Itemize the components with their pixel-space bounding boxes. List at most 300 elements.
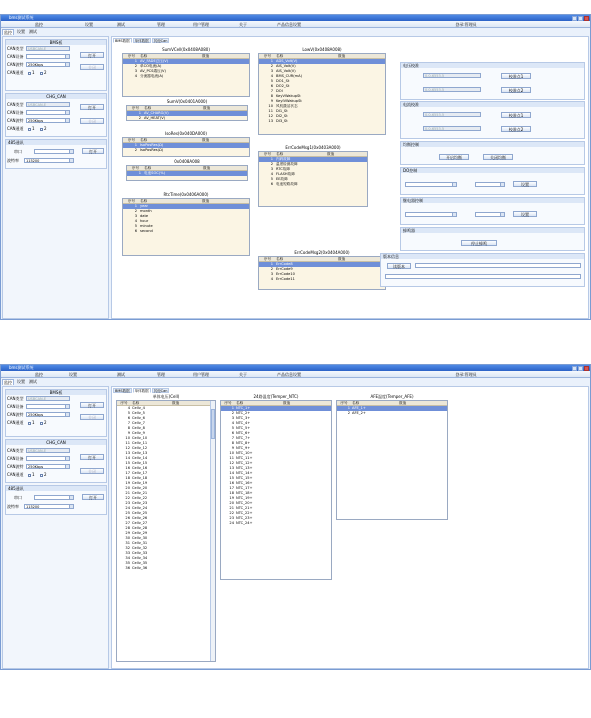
table-row-cell: DO1_St [276, 79, 290, 83]
table-row-cell: 3 [270, 69, 273, 73]
cell-voltage-table [116, 400, 216, 662]
version-field-1[interactable] [415, 263, 581, 268]
channel-1-checkbox[interactable]: 1 [28, 420, 35, 425]
channel-2-checkbox[interactable]: 2 [40, 126, 47, 131]
close-conn-button[interactable]: 关闭 [80, 118, 104, 124]
table-row-cell: 9 [127, 431, 130, 435]
tab-settings[interactable]: 设置 [17, 379, 25, 384]
table-header-cell: 序号 [340, 401, 348, 405]
baud-select[interactable]: 115200 [24, 504, 74, 509]
table-row[interactable] [221, 521, 331, 526]
tab-cell-data[interactable]: 单体数据 [134, 39, 149, 43]
tab-bms-data[interactable]: BMS数据 [115, 389, 130, 393]
table-header-cell: 名称 [236, 401, 244, 405]
channel-2-checkbox[interactable]: 2 [40, 70, 47, 75]
table-row-cell: 34 [125, 556, 130, 560]
chg-can-group [5, 439, 107, 483]
tab-test[interactable]: 测试 [29, 379, 37, 384]
open-button[interactable]: 打开 [80, 52, 104, 58]
table-row-cell: NTC_7+ [236, 436, 251, 440]
table-row-cell: Cellv_22 [132, 496, 148, 500]
close-button[interactable] [584, 16, 589, 21]
table-row-cell: 11 [268, 109, 273, 113]
current-cal-input-1[interactable]: 0.0-6553.5 [423, 112, 481, 117]
table-row-cell: 33 [125, 551, 130, 555]
menu-bar [1, 371, 590, 378]
table-row-cell: AV_CHARG(V) [144, 111, 169, 115]
lowv-table [258, 53, 386, 135]
can-baud-label: CAN波特 [7, 412, 24, 417]
can-device-label: CAN设备 [7, 110, 24, 115]
table-row-cell: Cellv_20 [132, 486, 148, 490]
table-row-cell: Cellv_26 [132, 516, 148, 520]
table-row-cell: 13 [268, 119, 273, 123]
table-row-cell: date [140, 214, 149, 218]
do-select-1[interactable] [405, 182, 457, 187]
table-row-cell: 6 [134, 229, 137, 233]
table-row-cell: 6 [270, 84, 273, 88]
table-header-cell: 序号 [127, 138, 136, 142]
table-row[interactable] [127, 171, 247, 176]
group-title: 电压校准 [401, 63, 584, 68]
table-row-cell: ErrCode10 [276, 272, 295, 276]
table-row-cell: Cellv_34 [132, 556, 148, 560]
minimize-button[interactable] [572, 366, 577, 371]
table-row-cell: 3 [134, 69, 137, 73]
table-row-cell: NTC_9+ [236, 446, 251, 450]
can-baud-select[interactable]: 250Kbps [26, 118, 70, 123]
table-row-cell: KeyIVWakupSt [276, 99, 302, 103]
version-info-group [380, 253, 585, 287]
menu-monitor[interactable]: 监控 [35, 22, 43, 27]
table-row-cell: NTC_3+ [236, 416, 251, 420]
channel-1-checkbox[interactable]: 1 [28, 472, 35, 477]
chevron-down-icon [65, 465, 69, 468]
table-row-cell: 30 [125, 536, 130, 540]
chevron-down-icon [69, 505, 73, 508]
table-row[interactable] [127, 116, 247, 121]
menu-about[interactable]: 关于 [239, 372, 247, 377]
table-row-cell: 1 [270, 262, 273, 266]
close-balance-button[interactable]: 关闭均衡 [483, 154, 513, 160]
port-label: 串口 [14, 149, 22, 154]
close-conn-button[interactable]: 关闭 [80, 64, 104, 70]
table-row-cell: NTC_11+ [236, 456, 253, 460]
tab-monitor[interactable]: 监控 [4, 30, 12, 35]
stop-beep-button[interactable]: 停止蜂鸣 [461, 240, 497, 246]
table-row-cell: ErrCode9 [276, 267, 293, 271]
tab-settings[interactable]: 设置 [17, 29, 25, 34]
minimize-button[interactable] [572, 16, 577, 21]
menu-manage[interactable]: 管理 [157, 22, 165, 27]
table-row-cell: NTC_23+ [236, 516, 253, 520]
table-row-cell: NTC_10+ [236, 451, 253, 455]
table-row-cell: 24 [125, 506, 130, 510]
table-row-cell: Cellv_7 [132, 421, 145, 425]
group-title: 版本信息 [381, 254, 584, 259]
serial-group [5, 139, 107, 169]
balance-control-group [400, 141, 585, 165]
table-header-cell: 名称 [144, 166, 152, 170]
table-row-cell: NTC_2+ [236, 411, 251, 415]
menu-monitor[interactable]: 监控 [35, 372, 43, 377]
table-row-cell: NTC_19+ [236, 496, 253, 500]
table-row-cell: 13 [125, 451, 130, 455]
ntc-temp-table-title: 24路温度(Temper_NTC) [253, 394, 299, 399]
table-row-cell: EE故障 [276, 177, 288, 181]
table-row-cell: 8 [127, 426, 130, 430]
table-row-cell: 6 [127, 416, 130, 420]
maximize-button[interactable] [578, 366, 583, 371]
tab-cell-data[interactable]: 单体数据 [134, 389, 149, 393]
menu-product-info[interactable]: 产品信息设置 [277, 22, 301, 27]
chevron-down-icon [69, 150, 73, 153]
table-row-cell: ErrCode11 [276, 277, 295, 281]
table-row[interactable] [117, 566, 215, 571]
table-row-cell: 15 [125, 461, 130, 465]
table-row-cell: Cellv_5 [132, 411, 145, 415]
tab-test[interactable]: 测试 [29, 29, 37, 34]
errmsg1-table [258, 151, 368, 207]
channel-2-checkbox[interactable]: 2 [40, 472, 47, 477]
tab-other-can[interactable]: 其他Can [153, 39, 168, 43]
menu-product-info[interactable]: 产品信息设置 [277, 372, 301, 377]
table-row-cell: 6 [231, 431, 234, 435]
table-row-cell: 7 [270, 89, 273, 93]
group-title: 485通讯 [6, 486, 106, 491]
table-row-cell: 13 [229, 466, 234, 470]
voltage-cal-input-2[interactable]: 0.0-6553.5 [423, 87, 481, 92]
voltage-cal-point2-button[interactable]: 校准点2 [501, 87, 531, 93]
buzzer-group [400, 227, 585, 251]
can-device-label: CAN设备 [7, 54, 24, 59]
table-row-cell: 4 [270, 74, 273, 78]
table-row-cell: 22 [125, 496, 130, 500]
table-row-cell: year [140, 204, 149, 208]
table-row-cell: Cellv_36 [132, 566, 148, 570]
sub-tabs [2, 379, 38, 385]
close-button[interactable] [584, 366, 589, 371]
table-row-cell: Cellv_32 [132, 546, 148, 550]
table-row-cell: FLASH故障 [276, 172, 295, 176]
afe-temp-table-title: AFE温度(Temper_AFE) [370, 394, 414, 399]
can-device-select[interactable] [26, 54, 70, 59]
menu-test[interactable]: 测试 [117, 372, 125, 377]
close-conn-button[interactable]: 关闭 [80, 414, 104, 420]
table-row-cell: 单CO电流(A) [140, 64, 162, 68]
can-type-select[interactable]: USBCAN-E [26, 102, 70, 107]
table-row[interactable] [259, 277, 385, 282]
table-row-cell: 21 [125, 491, 130, 495]
table-row-cell: 32 [125, 546, 130, 550]
do-set-button[interactable]: 设置 [513, 181, 537, 187]
serial-open-button[interactable]: 打开 [82, 494, 104, 500]
port-select[interactable] [34, 149, 74, 154]
can-baud-select[interactable]: 250Kbps [26, 464, 70, 469]
table-row-cell: Cellv_24 [132, 506, 148, 510]
can-device-label: CAN设备 [7, 456, 24, 461]
voltage-calibration-group [400, 62, 585, 100]
table-row-cell: 1 [138, 111, 141, 115]
table-row-cell: NTC_14+ [236, 471, 253, 475]
table-row-cell: 7 [231, 436, 234, 440]
table-row-cell: 16 [125, 466, 130, 470]
table-row-cell: NTC_22+ [236, 511, 253, 515]
table-header-cell: 数值 [338, 257, 346, 261]
table-row-cell: NTC_18+ [236, 491, 253, 495]
voltage-cal-point1-button[interactable]: 校准点1 [501, 73, 531, 79]
chevron-down-icon [65, 405, 69, 408]
tab-bms-data[interactable]: BMS数据 [115, 39, 130, 43]
bms-can-group [5, 389, 107, 437]
can-device-select[interactable] [26, 110, 70, 115]
table-row-cell: 2 [134, 209, 137, 213]
table-row-cell: 5 [270, 79, 273, 83]
channel-1-checkbox[interactable]: 1 [28, 70, 35, 75]
menu-user-manage[interactable]: 用户管理 [193, 22, 209, 27]
table-row[interactable] [259, 119, 385, 124]
table-row-cell: 26 [125, 516, 130, 520]
baud-label: 波特率 [7, 158, 19, 163]
tab-monitor[interactable]: 监控 [4, 380, 12, 385]
table-row-cell: 21 [229, 506, 234, 510]
can-channel-label: CAN通道 [7, 70, 24, 75]
channel-1-checkbox[interactable]: 1 [28, 126, 35, 131]
menu-user-manage[interactable]: 用户管理 [193, 372, 209, 377]
table-row-cell: 10 [229, 451, 234, 455]
table-header-cell: 数值 [202, 54, 210, 58]
tab-other-can[interactable]: 其他Can [153, 389, 168, 393]
can-baud-label: CAN波特 [7, 464, 24, 469]
chevron-down-icon [500, 213, 504, 216]
table-row[interactable] [123, 74, 249, 79]
table-row-cell: minute [140, 224, 153, 228]
can-channel-label: CAN通道 [7, 126, 24, 131]
can-device-select[interactable] [26, 456, 70, 461]
table-row-cell: 3 [231, 416, 234, 420]
table-header-cell: 名称 [132, 401, 140, 405]
table-row-cell: 14 [229, 471, 234, 475]
close-conn-button[interactable]: 关闭 [80, 468, 104, 474]
do-control-group [400, 167, 585, 195]
table-row-cell: DI3_St [276, 119, 288, 123]
table-row-cell: 19 [125, 481, 130, 485]
table-row-cell: Cellv_27 [132, 521, 148, 525]
channel-2-checkbox[interactable]: 2 [40, 420, 47, 425]
table-row-cell: 10 [125, 436, 130, 440]
open-balance-button[interactable]: 开启均衡 [439, 154, 469, 160]
menu-manage[interactable]: 管理 [157, 372, 165, 377]
table-row-cell: 1 [134, 59, 137, 63]
table-row-cell: 28 [125, 526, 130, 530]
table-header-cell: 序号 [131, 106, 140, 110]
table-row-cell: KeyVWakupSt [276, 94, 301, 98]
can-channel-label: CAN通道 [7, 420, 24, 425]
can-type-select[interactable]: USBCAN-E [26, 46, 70, 51]
table-row-cell: 10 [268, 104, 273, 108]
table-row-cell: 23 [229, 516, 234, 520]
table-header-cell: 数值 [283, 401, 291, 405]
table-header-cell: 名称 [140, 138, 148, 142]
serial-open-button[interactable]: 打开 [82, 148, 104, 154]
table-row[interactable] [123, 148, 249, 153]
table-row-cell: Cellv_28 [132, 526, 148, 530]
table-header-cell: 序号 [131, 166, 140, 170]
table-row-cell: 9 [270, 99, 273, 103]
voltage-cal-input-1[interactable]: 0.0-6553.5 [423, 73, 481, 78]
sub-tabs [2, 29, 38, 35]
soc-table [126, 165, 248, 181]
can-baud-label: CAN波特 [7, 118, 24, 123]
table-row-cell: 23 [125, 501, 130, 505]
table-row[interactable] [337, 411, 447, 416]
table-row-cell: 4 [134, 219, 137, 223]
group-title: BMS板 [6, 390, 106, 395]
can-baud-value: 250Kbps [28, 63, 44, 67]
table-row-cell: NTC_8+ [236, 441, 251, 445]
table-row-cell: NTC_12+ [236, 461, 253, 465]
open-button[interactable]: 打开 [80, 454, 104, 460]
can-type-label: CAN类型 [7, 396, 24, 401]
table-header-cell: 序号 [263, 152, 272, 156]
table-scrollbar[interactable] [210, 401, 215, 661]
window-title: bms测试系统 [9, 15, 34, 20]
table-row-cell: Cellv_31 [132, 541, 148, 545]
table-row-cell: Cellv_13 [132, 451, 148, 455]
group-title: 485通讯 [6, 140, 106, 145]
table-row-cell: Cellv_8 [132, 426, 145, 430]
group-title: 电流校准 [401, 102, 584, 107]
table-row-cell: IsoPosRes(Ω) [140, 148, 164, 152]
table-row-cell: 12 [125, 446, 130, 450]
sumvcell-table-title: SumVCell(0x0408A080) [162, 47, 210, 52]
table-row[interactable] [123, 229, 249, 234]
table-row-cell: 22 [229, 511, 234, 515]
table-header-cell: 数值 [202, 138, 210, 142]
table-row-cell: Cellv_29 [132, 531, 148, 535]
chevron-down-icon [65, 63, 69, 66]
current-cal-point1-button[interactable]: 校准点1 [501, 112, 531, 118]
table-row-cell: 1 [231, 406, 234, 410]
table-row-cell: DI2_St [276, 114, 288, 118]
table-row-cell: 35 [125, 561, 130, 565]
menu-test[interactable]: 测试 [117, 22, 125, 27]
can-baud-select[interactable] [26, 62, 70, 67]
table-row-cell: 4 [127, 406, 130, 410]
sumvcell-table [122, 53, 250, 97]
maximize-button[interactable] [578, 16, 583, 21]
baud-select[interactable]: 115200 [24, 158, 74, 163]
table-row-cell: 1 [138, 171, 141, 175]
table-row-cell: 电池短路故障 [276, 182, 298, 186]
afe-temp-table [336, 400, 448, 520]
can-device-label: CAN设备 [7, 404, 24, 409]
table-row-cell: AV_HEAT(V) [144, 116, 166, 120]
table-row-cell: 1 [270, 59, 273, 63]
bms-can-group [5, 39, 107, 91]
table-row-cell: 5 [231, 426, 234, 430]
table-row-cell: 19 [229, 496, 234, 500]
table-header-cell: 序号 [263, 257, 272, 261]
bms-data-panel [111, 36, 589, 319]
current-cal-input-2[interactable]: 0.0-6553.5 [423, 126, 481, 131]
relay-set-button[interactable]: 设置 [513, 211, 537, 217]
table-row-cell: 3 [270, 167, 273, 171]
table-row-cell: NTC_20+ [236, 501, 253, 505]
table-row-cell: Cellv_33 [132, 551, 148, 555]
table-row-cell: NTC_6+ [236, 431, 251, 435]
table-row-cell: 分流器电流(A) [140, 74, 164, 78]
table-row-cell: NTC_17+ [236, 486, 253, 490]
current-cal-point2-button[interactable]: 校准点2 [501, 126, 531, 132]
can-type-select[interactable]: USBCAN-E [26, 396, 70, 401]
table-row-cell: 温度检测故障 [276, 162, 298, 166]
version-field-2[interactable] [385, 274, 581, 279]
table-row-cell: 4 [270, 277, 273, 281]
table-row-cell: NTC_1+ [236, 406, 251, 410]
table-row-cell: NTC_5+ [236, 426, 251, 430]
table-row-cell: 2 [270, 162, 273, 166]
table-row-cell: 1 [134, 204, 137, 208]
relay-select-2[interactable] [475, 212, 505, 217]
table-row-cell: BMS_CUR(mA) [276, 74, 303, 78]
table-row-cell: 2 [231, 411, 234, 415]
menu-settings[interactable]: 设置 [69, 372, 77, 377]
can-baud-label: CAN波特 [7, 62, 24, 67]
can-device-select[interactable] [26, 404, 70, 409]
table-row-cell: 20 [125, 486, 130, 490]
table-row[interactable] [259, 182, 367, 187]
chevron-down-icon [69, 159, 73, 162]
table-header-cell: 名称 [352, 401, 360, 405]
menu-settings[interactable]: 设置 [85, 22, 93, 27]
do-select-2[interactable] [475, 182, 505, 187]
window-title: bms测试系统 [9, 365, 34, 370]
scrollbar-thumb[interactable] [211, 409, 215, 439]
baud-label: 波特率 [7, 504, 19, 509]
table-row-cell: 2 [138, 116, 141, 120]
isores-table-title: IsoRes(0x040DA000) [165, 131, 207, 136]
table-header-cell: 名称 [276, 257, 284, 261]
table-row-cell: Cellv_6 [132, 416, 145, 420]
menu-about[interactable]: 关于 [239, 22, 247, 27]
port-select[interactable] [34, 495, 74, 500]
table-row-cell: 11 [125, 441, 130, 445]
table-row-cell: AIS_Volt(V) [276, 69, 296, 73]
can-type-select[interactable]: USBCAN-E [26, 448, 70, 453]
table-header-cell: 数值 [399, 401, 407, 405]
table-row-cell: 14 [125, 456, 130, 460]
table-row-cell: hour [140, 219, 149, 223]
table-header-cell: 名称 [144, 106, 152, 110]
table-row-cell: Cellv_16 [132, 466, 148, 470]
table-row-cell: Cellv_23 [132, 501, 148, 505]
table-row-cell: DOI [276, 89, 283, 93]
chevron-down-icon [65, 119, 69, 122]
table-row-cell: Cellv_15 [132, 461, 148, 465]
table-header-cell: 序号 [120, 401, 128, 405]
relay-select-1[interactable] [405, 212, 457, 217]
can-baud-select[interactable]: 250Kbps [26, 412, 70, 417]
open-button[interactable]: 打开 [80, 402, 104, 408]
group-title: CHG_CAN [6, 440, 106, 445]
read-version-button[interactable]: 读版本 [387, 263, 411, 269]
open-button[interactable]: 打开 [80, 104, 104, 110]
table-row-cell: 5 [270, 177, 273, 181]
table-header-cell: 序号 [263, 54, 272, 58]
table-header-cell: 数值 [338, 54, 346, 58]
group-title: DO控制 [401, 168, 584, 173]
